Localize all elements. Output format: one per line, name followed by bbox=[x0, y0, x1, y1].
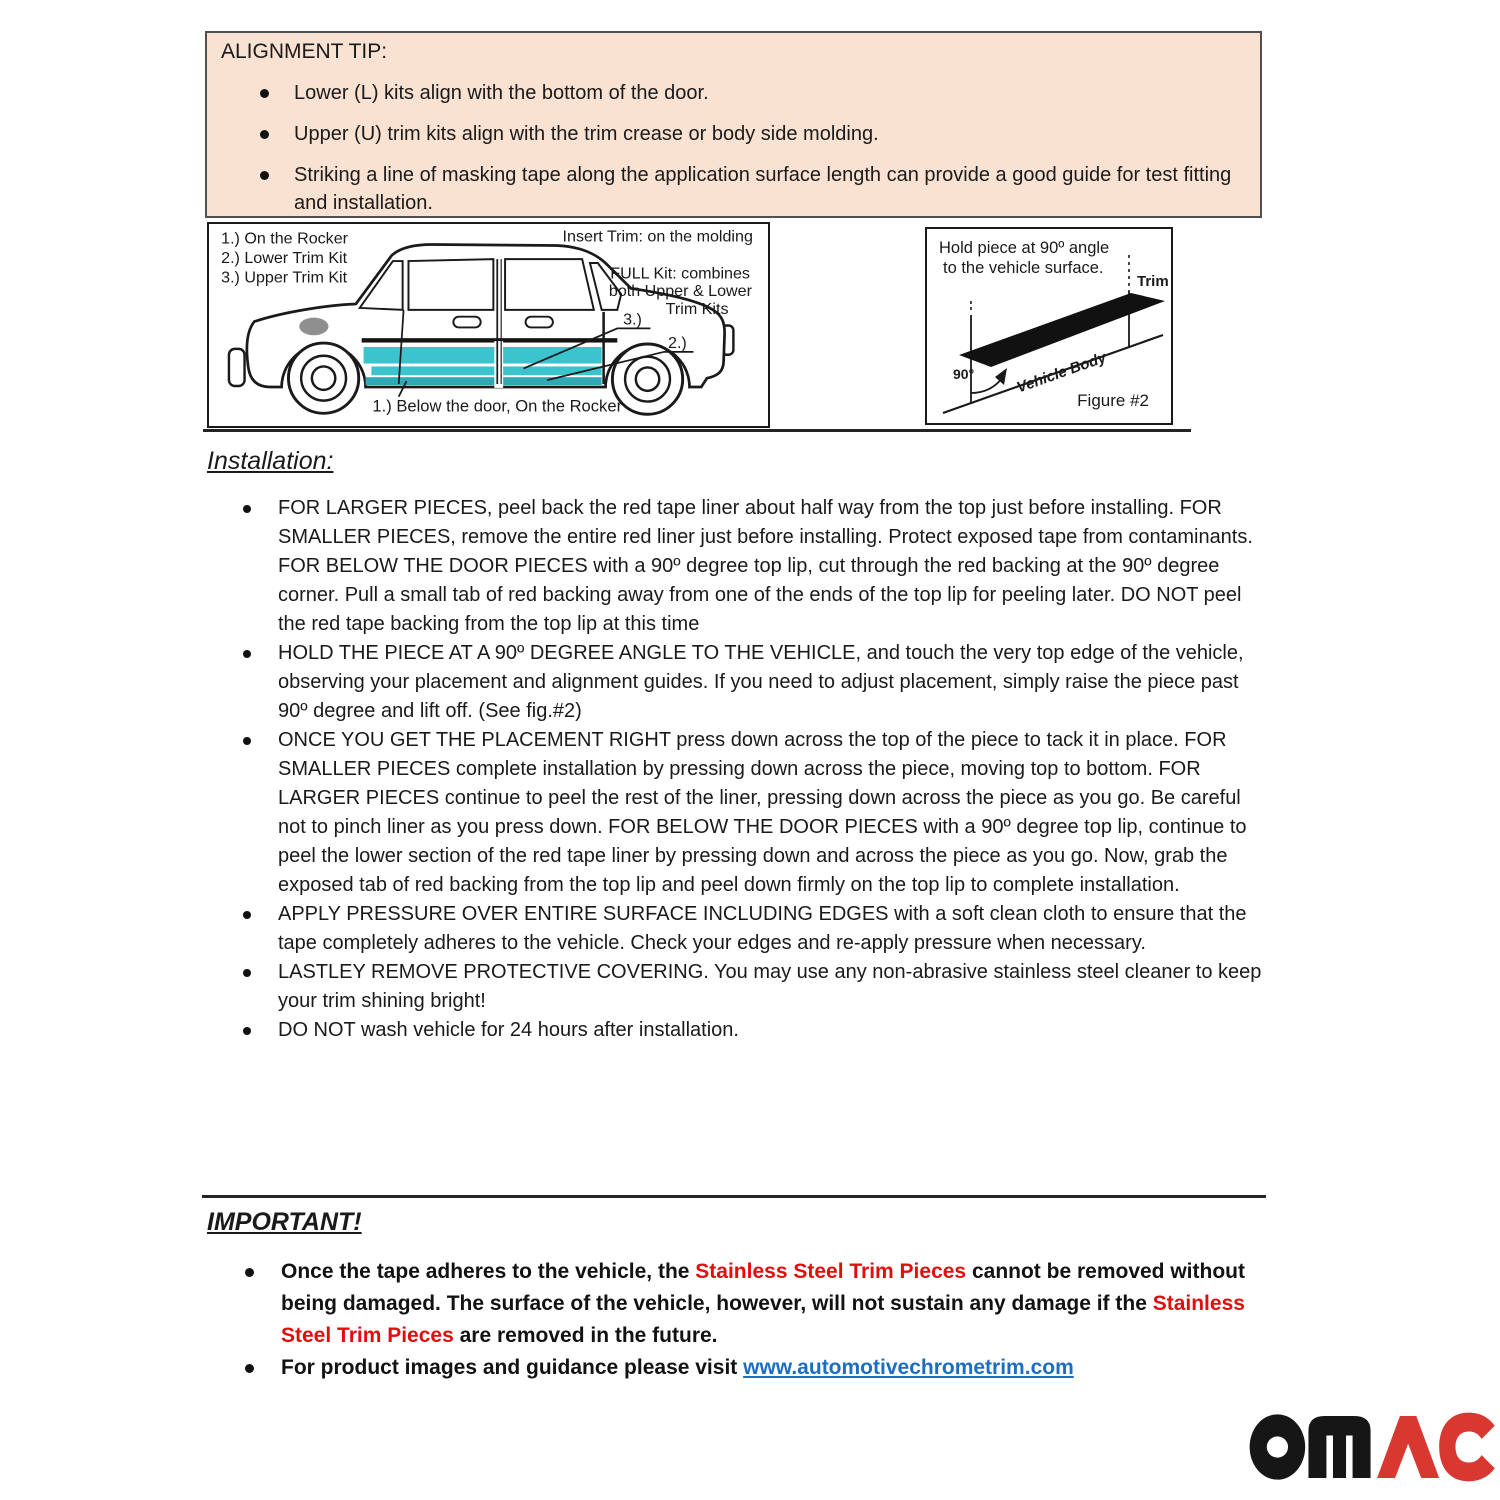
car-diagram bbox=[209, 224, 767, 425]
important-heading: IMPORTANT! bbox=[207, 1208, 362, 1236]
car-diagram-box bbox=[207, 222, 770, 428]
installation-step: DO NOT wash vehicle for 24 hours after installation. bbox=[207, 1016, 1265, 1045]
logo-letters-black bbox=[1250, 1414, 1371, 1479]
installation-step: LASTLEY REMOVE PROTECTIVE COVERING. You may use any non-abrasive stainless steel cleaner to keep your trim shining bright! bbox=[207, 958, 1265, 1016]
installation-step: ONCE YOU GET THE PLACEMENT RIGHT press down across the top of the piece to tack it in place. FOR SMALLER PIECES complete installation by pressing down across the piece, moving top to bottom. FOR LARGER PIECES continue to peel the rest of the liner, pressing down across the piece as you go. Be careful not to pinch liner as you press down. FOR BELOW THE DOOR PIECES with a 90º degree top lip, continue to peel the lower section of the red tape liner by pressing down and across the piece as you go. Now, grab the exposed tab of red backing from the top lip and peel down firmly on the top lip to complete installation. bbox=[207, 726, 1265, 900]
car-legend-2: 2.) Lower Trim Kit bbox=[221, 249, 348, 268]
trim-piece bbox=[959, 293, 1165, 367]
figure2-caption-1: Hold piece at 90º angle bbox=[939, 239, 1110, 257]
front-wheel bbox=[288, 343, 358, 413]
omac-logo bbox=[1248, 1408, 1498, 1486]
molding-line bbox=[362, 338, 618, 342]
installation-step: FOR LARGER PIECES, peel back the red tape liner about half way from the top just before installing. FOR SMALLER PIECES, remove the entire red liner just before installing. Protect exposed tape from contaminants. FOR BELOW THE DOOR PIECES with a 90º degree top lip, cut through the red backing at the 90º degree corner. Pull a small tab of red backing away from one of the ends of the top lip for peeling later. DO NOT peel the red tape backing from the top lip at this time bbox=[207, 494, 1265, 639]
alignment-tip-title: ALIGNMENT TIP: bbox=[221, 40, 388, 63]
fender-mark bbox=[299, 318, 328, 336]
text-segment: Stainless Steel Trim Pieces bbox=[695, 1260, 967, 1283]
tip-bullet: Striking a line of masking tape along the application surface length can provide a good guide for test fitting and installation. bbox=[294, 161, 1246, 217]
vehicle-body-label: Vehicle Body bbox=[1014, 349, 1109, 397]
door-gap-mask bbox=[494, 341, 503, 388]
callout-rocker-label: 1.) Below the door, On the Rocker bbox=[372, 396, 623, 416]
callout-lower-label: 2.) bbox=[668, 333, 687, 352]
callout-upper-label: 3.) bbox=[623, 310, 642, 329]
rear-wheel bbox=[612, 344, 682, 414]
section-divider bbox=[203, 429, 1191, 432]
full-kit-note-1: FULL Kit: combines bbox=[610, 264, 750, 283]
figure2-caption-2: to the vehicle surface. bbox=[943, 259, 1104, 277]
rocker-trim-band bbox=[366, 377, 602, 385]
installation-step: APPLY PRESSURE OVER ENTIRE SURFACE INCLUDING EDGES with a soft clean cloth to ensure that the tape completely adheres to the vehicle. Check your edges and re-apply pressure when necessary. bbox=[207, 900, 1265, 958]
website-link[interactable]: www.automotivechrometrim.com bbox=[743, 1356, 1074, 1379]
installation-heading: Installation: bbox=[207, 447, 334, 475]
section-divider bbox=[202, 1195, 1266, 1198]
figure2-label: Figure #2 bbox=[1077, 391, 1149, 410]
text-segment: Stainless Steel Trim Pieces bbox=[281, 1292, 1245, 1347]
text-segment: Once the tape adheres to the vehicle, the bbox=[281, 1260, 696, 1283]
text-segment: are removed in the future. bbox=[453, 1324, 718, 1347]
door-handle bbox=[453, 317, 480, 328]
tip-bullet: Upper (U) trim kits align with the trim crease or body side molding. bbox=[294, 120, 1246, 148]
tip-bullet: Lower (L) kits align with the bottom of the door. bbox=[294, 79, 1246, 107]
installation-step: HOLD THE PIECE AT A 90º DEGREE ANGLE TO THE VEHICLE, and touch the very top edge of the vehicle, observing your placement and alignment guides. If you need to adjust placement, simply raise the piece past 90º degree and lift off. (See fig.#2) bbox=[207, 639, 1265, 726]
arrowhead-icon bbox=[995, 368, 1007, 385]
rear-door-window bbox=[505, 259, 594, 310]
insert-trim-note: Insert Trim: on the molding bbox=[562, 227, 753, 246]
important-note bbox=[207, 1256, 1297, 1352]
door-handle bbox=[526, 317, 553, 328]
text-segment: cannot be removed without being damaged. The surface of the vehicle, however, will not sustain any damage if the bbox=[281, 1260, 1245, 1315]
front-door-window bbox=[408, 259, 493, 310]
important-note bbox=[207, 1352, 1297, 1384]
link-prefix-text: For product images and guidance please visit bbox=[281, 1356, 744, 1379]
full-kit-note-3: Trim Kits bbox=[665, 299, 729, 318]
installation-list bbox=[207, 494, 1265, 1045]
front-bumper bbox=[229, 349, 245, 386]
figure2-diagram bbox=[927, 229, 1171, 423]
trim-label: Trim bbox=[1137, 273, 1169, 290]
figure2-box bbox=[925, 227, 1173, 425]
angle-label: 90° bbox=[953, 366, 975, 382]
full-kit-note-2: both Upper & Lower bbox=[608, 282, 752, 301]
lower-trim-band bbox=[371, 366, 601, 375]
logo-letters-red bbox=[1377, 1413, 1495, 1482]
car-legend-1: 1.) On the Rocker bbox=[221, 229, 349, 248]
alignment-tip-box bbox=[205, 31, 1262, 218]
car-legend-3: 3.) Upper Trim Kit bbox=[221, 268, 348, 287]
alignment-tip-list bbox=[207, 79, 1260, 217]
important-list bbox=[207, 1256, 1297, 1384]
